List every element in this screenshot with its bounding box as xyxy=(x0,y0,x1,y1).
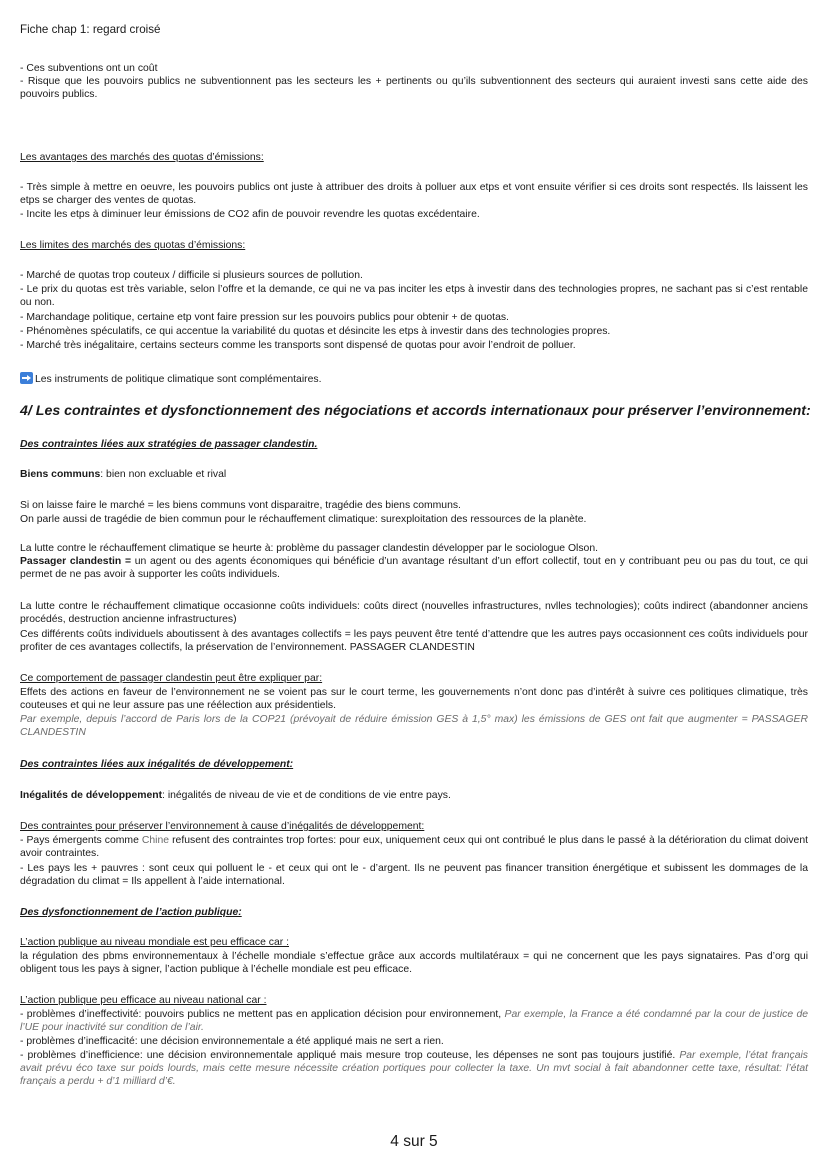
avantages-point-2: - Incite les etps à diminuer leur émissions de CO2 afin de pouvoir revendre les quotas excédentaire. xyxy=(20,209,480,220)
inegalites-term: Inégalités de développement xyxy=(20,790,163,801)
intro-line-2: - Risque que les pouvoirs publics ne subventionnent pas les secteurs les + pertinents ou qu’ils subventionnent des secteurs qui auraient investi sans cette aide des pouvoirs publics. xyxy=(20,76,808,100)
inefficience-point xyxy=(20,1049,808,1088)
contraintes-point-1 xyxy=(20,834,808,860)
inefficience-example: Par exemple, l’état français avait prévu éco taxe sur poids lourds, mais cette mesure nécessite création portiques pour collecter la taxe. Un mvt social à fait abandonner cette taxe, résultat: l’état français a perdu + d’1 milliard d’€. xyxy=(20,1050,808,1087)
biens-communs-text: : bien non excluable et rival xyxy=(100,469,227,480)
limites-conclusion xyxy=(20,372,808,386)
page-number: 4 sur 5 xyxy=(390,1133,438,1150)
section-4-title: 4/ Les contraintes et dysfonctionnement des négociations et accords internationaux pour préserver l’environnement: xyxy=(20,403,811,419)
conclusion-text: Les instruments de politique climatique sont complémentaires. xyxy=(35,374,322,385)
arrow-right-icon xyxy=(20,372,33,384)
chine-mention: Chine xyxy=(141,835,170,846)
inegalites-definition xyxy=(20,789,808,802)
ineffectivite-text: - problèmes d’ineffectivité: pouvoirs publics ne mettent pas en application décision pour environnement, xyxy=(20,1009,505,1020)
couts-paragraph-1: La lutte contre le réchauffement climatique occasionne coûts individuels: coûts direct (nouvelles infrastructures, nvlles technologies); coûts indirect (abandonner anciens procédés, destruction ancienne infrastructures) xyxy=(20,601,808,625)
marche-line-1: Si on laisse faire le marché = les biens communs vont disparaitre, tragédie des biens communs. xyxy=(20,500,461,511)
contraintes-point-2: - Les pays les + pauvres : sont ceux qui polluent le - et ceux qui ont le - d’argent. Ils ne peuvent pas financer transition énergétique et subissent les dommages de la dégradation du climat = Ils appellent à l’aide international. xyxy=(20,863,808,887)
comportement-paragraph: Effets des actions en faveur de l’environnement ne se voient pas sur le court terme, les gouvernements n’ont donc pas d’intérêt à suivre ces politiques climatique, très couteuses et qui ne leur assure pas une réélection aux présidentiels. xyxy=(20,687,808,711)
inefficacite-point: - problèmes d’inefficacité: une décision environnementale a été appliqué mais ne sert a rien. xyxy=(20,1036,444,1047)
subsection-passager-clandestin: Des contraintes liées aux stratégies de passager clandestin. xyxy=(20,439,318,450)
lutte-line: La lutte contre le réchauffement climatique se heurte à: problème du passager clandestin développer par le sociologue Olson. xyxy=(20,543,598,554)
inefficience-text: - problèmes d’inefficience: une décision environnementale appliqué mais mesure trop couteuse, les dépenses ne sont pas toujours justifié. xyxy=(20,1050,680,1061)
ineffectivite-example: Par exemple, la France a été condamné par la cour de justice de l’UE pour inactivité sur condition de l’air. xyxy=(20,1009,808,1033)
biens-communs-definition xyxy=(20,468,808,481)
subsection-inegalites: Des contraintes liées aux inégalités de développement: xyxy=(20,759,294,770)
passager-clandestin-text: un agent ou des agents économiques qui bénéficie d’un avantage résultant d’un effort collectif, tout en y contribuant peu ou pas du tout, ce qui permet de ne pas avoir à supporter les coûts individuels. xyxy=(20,556,808,580)
passager-clandestin-term: Passager clandestin = xyxy=(20,556,132,567)
ineffectivite-point xyxy=(20,1008,808,1034)
intro-line-1: - Ces subventions ont un coût xyxy=(20,63,158,74)
page-header: Fiche chap 1: regard croisé xyxy=(20,23,161,36)
mondiale-paragraph: la régulation des pbms environnementaux à l’échelle mondiale s’effectue grâce aux accords multilatéraux = qui ne concernent que les pays signataires. Pas d’org qui obligent tous les pays à signer, l’action publique à l’échelle mondiale est peu efficace. xyxy=(20,951,808,975)
inegalites-text: : inégalités de niveau de vie et de conditions de vie entre pays. xyxy=(162,790,451,801)
biens-communs-term: Biens communs xyxy=(20,469,101,480)
contraintes-point-1-end: refusent des contraintes trop fortes: pour eux, uniquement ceux qui ont contribué le plus dans le passé à la détérioration du climat doivent avoir contraintes. xyxy=(20,835,808,859)
limites-point-1: - Marché de quotas trop couteux / difficile si plusieurs sources de pollution. xyxy=(20,270,363,281)
comportement-example: Par exemple, depuis l’accord de Paris lors de la COP21 (prévoyait de réduire émission GES à 1,5° max) les émissions de GES ont fait que augmenter = PASSAGER CLANDESTIN xyxy=(20,714,808,738)
passager-clandestin-definition xyxy=(20,555,808,581)
couts-paragraph-2: Ces différents coûts individuels aboutissent à des avantages collectifs = les pays peuvent être tenté d’attendre que les autres pays occasionnent ces coûts individuels pour profiter de ces avantages collectifs, la préservation de l’environnement. PASSAGER CLANDESTIN xyxy=(20,629,808,653)
subsection-dysfonctionnement: Des dysfonctionnement de l’action publique: xyxy=(20,907,242,918)
avantages-point-1: - Très simple à mettre en oeuvre, les pouvoirs publics ont juste à attribuer des droits à polluer aux etps et vont ensuite vérifier si ces droits sont respectés. Ils laissent les etps se charger des ventes de quotas. xyxy=(20,182,808,206)
limites-point-4: - Phénomènes spéculatifs, ce qui accentue la variabilité du quotas et désincite les etps à investir dans des technologies propres. xyxy=(20,326,611,337)
contraintes-heading: Des contraintes pour préserver l’environnement à cause d’inégalités de développement: xyxy=(20,821,425,832)
comportement-heading: Ce comportement de passager clandestin peut être expliquer par: xyxy=(20,673,323,684)
mondiale-heading: L’action publique au niveau mondiale est peu efficace car : xyxy=(20,937,289,948)
avantages-heading: Les avantages des marchés des quotas d’émissions: xyxy=(20,152,264,163)
limites-point-3: - Marchandage politique, certaine etp vont faire pression sur les pouvoirs publics pour obtenir + de quotas. xyxy=(20,312,509,323)
nationale-heading: L’action publique peu efficace au niveau national car : xyxy=(20,995,267,1006)
contraintes-point-1-start: - Pays émergents comme xyxy=(20,835,142,846)
limites-point-2: - Le prix du quotas est très variable, selon l’offre et la demande, ce qui ne va pas inciter les etps à investir dans des technologies propres, ne sachant pas si c’est rentable ou non. xyxy=(20,284,808,308)
limites-point-5: - Marché très inégalitaire, certains secteurs comme les transports sont dispensé de quotas pour avoir l’endroit de polluer. xyxy=(20,340,576,351)
marche-line-2: On parle aussi de tragédie de bien commun pour le réchauffement climatique: surexploitation des ressources de la planète. xyxy=(20,514,587,525)
limites-heading: Les limites des marchés des quotas d’émissions: xyxy=(20,240,246,251)
